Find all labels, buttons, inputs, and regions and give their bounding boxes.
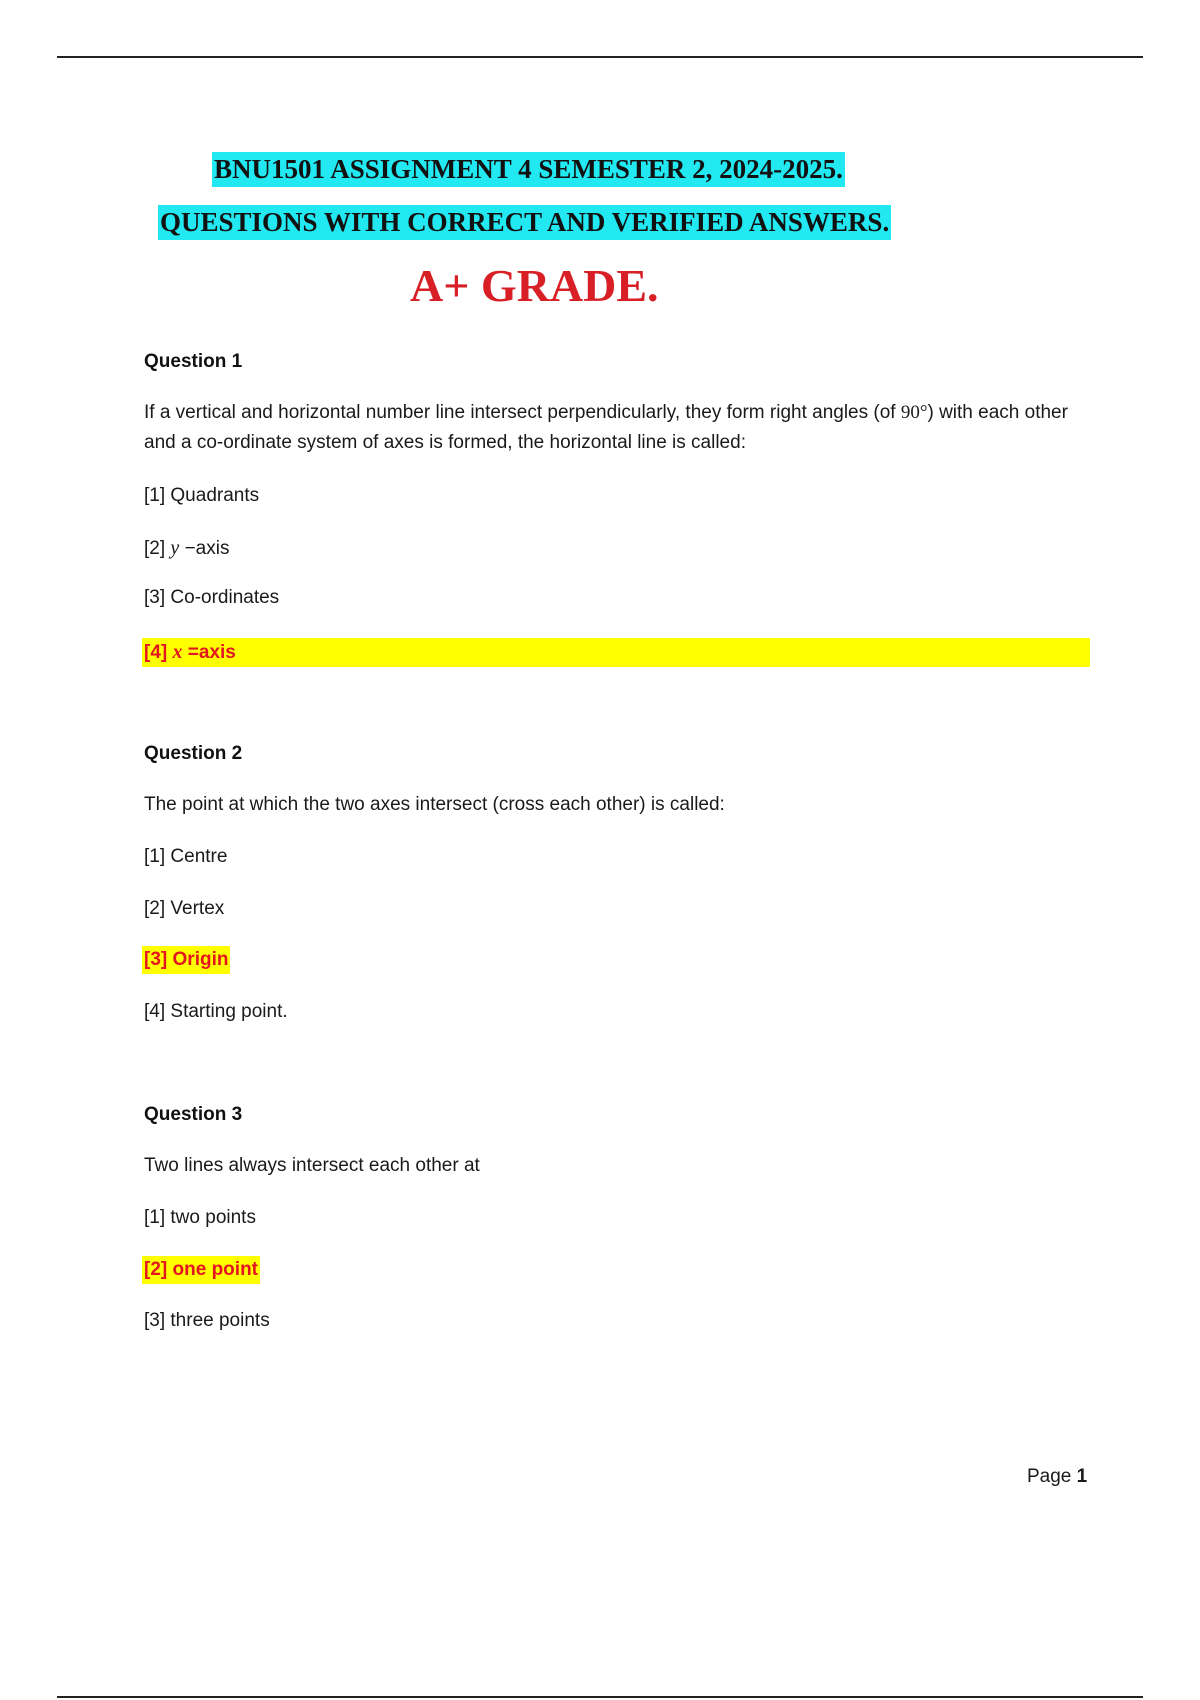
- question-2-heading: Question 2: [144, 743, 243, 764]
- question-3-option-3: [3] three points: [144, 1310, 270, 1331]
- grade-banner: A+ GRADE.: [410, 260, 659, 311]
- question-2-text: The point at which the two axes intersect (cross each other) is called:: [144, 794, 725, 815]
- question-3-heading: Question 3: [144, 1104, 243, 1125]
- top-rule: [57, 56, 1143, 58]
- question-2-option-2: [2] Vertex: [144, 898, 225, 919]
- question-1-option-1: [1] Quadrants: [144, 485, 260, 506]
- question-3-option-2-correct: [2] one point: [142, 1256, 260, 1284]
- bottom-rule: [57, 1696, 1143, 1698]
- question-3-option-1: [1] two points: [144, 1207, 256, 1228]
- page-number: Page 1: [1027, 1466, 1088, 1487]
- question-2-option-3-correct: [3] Origin: [142, 946, 230, 974]
- question-1-option-3: [3] Co-ordinates: [144, 587, 280, 608]
- question-1-option-4-correct: [4] x =axis: [142, 638, 1090, 667]
- question-2-option-4: [4] Starting point.: [144, 1001, 288, 1022]
- question-3-text: Two lines always intersect each other at: [144, 1155, 480, 1176]
- question-1-heading: Question 1: [144, 351, 243, 372]
- question-1-option-2: [2] y −axis: [144, 537, 230, 559]
- question-2-option-1: [1] Centre: [144, 846, 228, 867]
- question-1-text: If a vertical and horizontal number line intersect perpendicularly, they form right angles (of 90°) with each other and a co-ordinate system of axes is formed, the horizontal line is called:: [144, 402, 1068, 453]
- document-title-line-1: BNU1501 ASSIGNMENT 4 SEMESTER 2, 2024-2025.: [212, 152, 845, 187]
- document-title-line-2: QUESTIONS WITH CORRECT AND VERIFIED ANSWERS.: [158, 205, 891, 240]
